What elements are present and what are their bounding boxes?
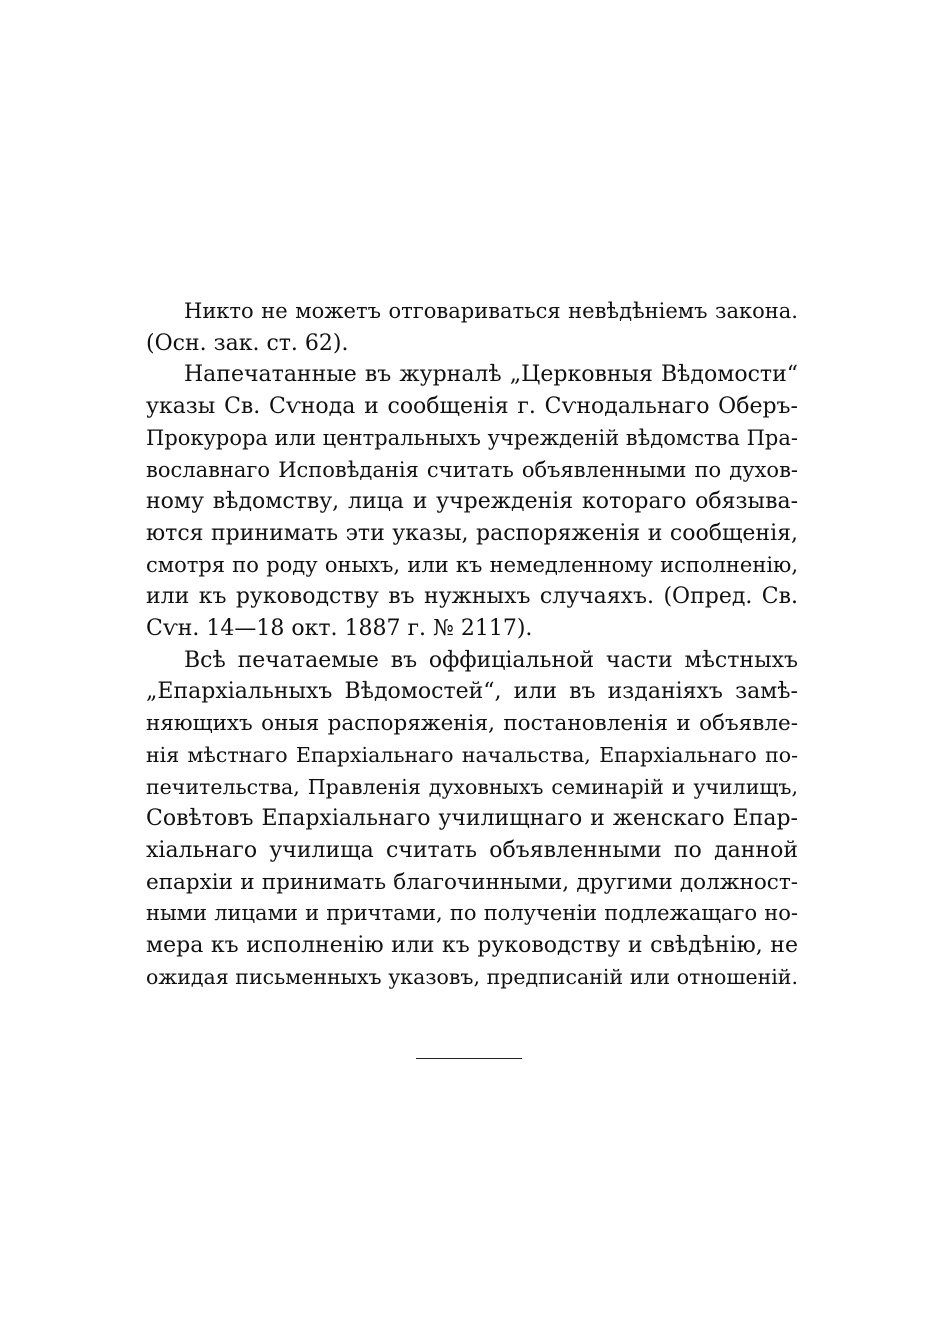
paragraph-3-line-8: епархіи и принимать благочинными, другими должност- xyxy=(146,869,798,895)
paragraph-2-line-9: Сѵн. 14—18 окт. 1887 г. № 2117). xyxy=(146,616,533,642)
paragraph-3-line-3: няющихъ оныя распоряженія, постановленія и объявле- xyxy=(146,711,798,737)
paragraph-1-line-2: (Осн. зак. ст. 62). xyxy=(146,330,349,356)
paragraph-2-line-1: Напечатанные въ журналѣ „Церковныя Вѣдомости“ xyxy=(184,362,798,388)
paragraph-3-line-1: Всѣ печатаемые въ оффиціальной части мѣстныхъ xyxy=(184,647,798,673)
body-text xyxy=(146,296,798,993)
paragraph-2-line-6: ются принимать эти указы, распоряженія и сообщенія, xyxy=(146,520,798,546)
paragraph-3-line-6: Совѣтовъ Епархіальнаго училищнаго и женскаго Епар- xyxy=(146,806,798,832)
paragraph-3-line-9: ными лицами и причтами, по полученіи подлежащаго но- xyxy=(146,901,798,926)
paragraph-2-line-4: вославнаго Исповѣданія считать объявленными по духов- xyxy=(146,457,798,482)
paragraph-3-line-4: нія мѣстнаго Епархіальнаго начальства, Епархіальнаго по- xyxy=(146,742,798,767)
paragraph-3-line-7: хіальнаго училища считать объявленными по данной xyxy=(146,837,798,863)
paragraph-3-line-2: „Епархіальныхъ Вѣдомостей“, или въ изданіяхъ замѣ- xyxy=(146,679,798,705)
paragraph-3-line-11: ожидая письменныхъ указовъ, предписаній или отношеній. xyxy=(146,964,798,989)
paragraph-2-line-2: указы Св. Сѵнода и сообщенія г. Сѵнодальнаго Оберъ- xyxy=(146,394,798,420)
paragraph-3-line-10: мера къ исполненію или къ руководству и свѣдѣнію, не xyxy=(146,933,798,959)
paragraph-2-line-3: Прокурора или центральныхъ учрежденій вѣдомства Пра- xyxy=(146,425,798,450)
paragraph-2-line-7: смотря по роду оныхъ, или къ немедленному исполненію, xyxy=(146,552,798,577)
paragraph-3-line-5: печительства, Правленія духовныхъ семинарій и училищъ, xyxy=(146,774,798,799)
paragraph-2-line-8: или къ руководству въ нужныхъ случаяхъ. (Опред. Св. xyxy=(146,584,798,610)
paragraph-1-line-1: Никто не можетъ отговариваться невѣдѣніемъ закона. xyxy=(184,299,798,323)
closing-rule xyxy=(416,1058,522,1059)
paragraph-2-line-5: ному вѣдомству, лица и учрежденія котораго обязыва- xyxy=(146,489,798,515)
